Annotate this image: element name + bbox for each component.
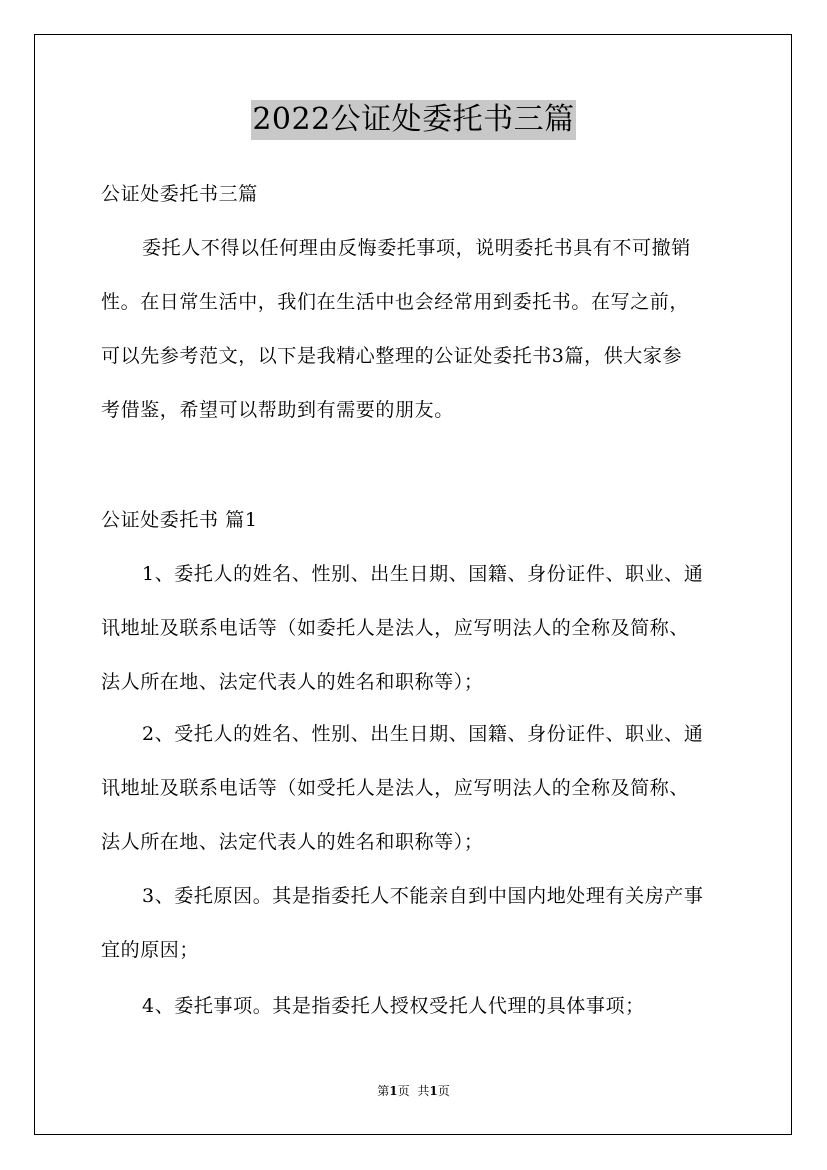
intro-line-2: 性。在日常生活中，我们在生活中也会经常用到委托书。在写之前，	[101, 291, 690, 313]
intro-line-4: 考借鉴，希望可以帮助到有需要的朋友。	[101, 399, 454, 421]
footer-page-prefix: 第	[377, 1084, 390, 1098]
item-4-line-1: 4、委托事项。其是指委托人授权受托人代理的具体事项；	[142, 995, 645, 1017]
item-1-line-2: 讯地址及联系电话等（如委托人是法人，应写明法人的全称及简称、	[101, 617, 690, 639]
item-2-line-3: 法人所在地、法定代表人的姓名和职称等）；	[101, 831, 484, 853]
footer-total-suffix: 页	[437, 1084, 450, 1098]
item-1-line-1: 1、委托人的姓名、性别、出生日期、国籍、身份证件、职业、通	[142, 563, 704, 585]
item-3-line-1: 3、委托原因。其是指委托人不能亲自到中国内地处理有关房产事	[142, 885, 704, 907]
intro-line-3: 可以先参考范文，以下是我精心整理的公证处委托书3篇，供大家参	[101, 345, 683, 367]
footer-page-number: 1	[389, 1084, 398, 1098]
item-2-line-2: 讯地址及联系电话等（如受托人是法人，应写明法人的全称及简称、	[101, 777, 690, 799]
section-heading: 公证处委托书 篇1	[101, 509, 258, 531]
document-title: 2022公证处委托书三篇	[251, 100, 575, 140]
item-3-line-2: 宜的原因；	[101, 939, 200, 961]
intro-line-1: 委托人不得以任何理由反悔委托事项，说明委托书具有不可撤销	[142, 237, 691, 259]
footer-page-suffix: 页	[397, 1084, 410, 1098]
footer-total-prefix: 共	[417, 1084, 430, 1098]
page-footer	[0, 1083, 827, 1099]
item-2-line-1: 2、受托人的姓名、性别、出生日期、国籍、身份证件、职业、通	[142, 723, 704, 745]
document-subtitle: 公证处委托书三篇	[101, 183, 258, 205]
title-container	[0, 100, 827, 140]
item-1-line-3: 法人所在地、法定代表人的姓名和职称等）；	[101, 671, 484, 693]
footer-total-number: 1	[429, 1084, 438, 1098]
